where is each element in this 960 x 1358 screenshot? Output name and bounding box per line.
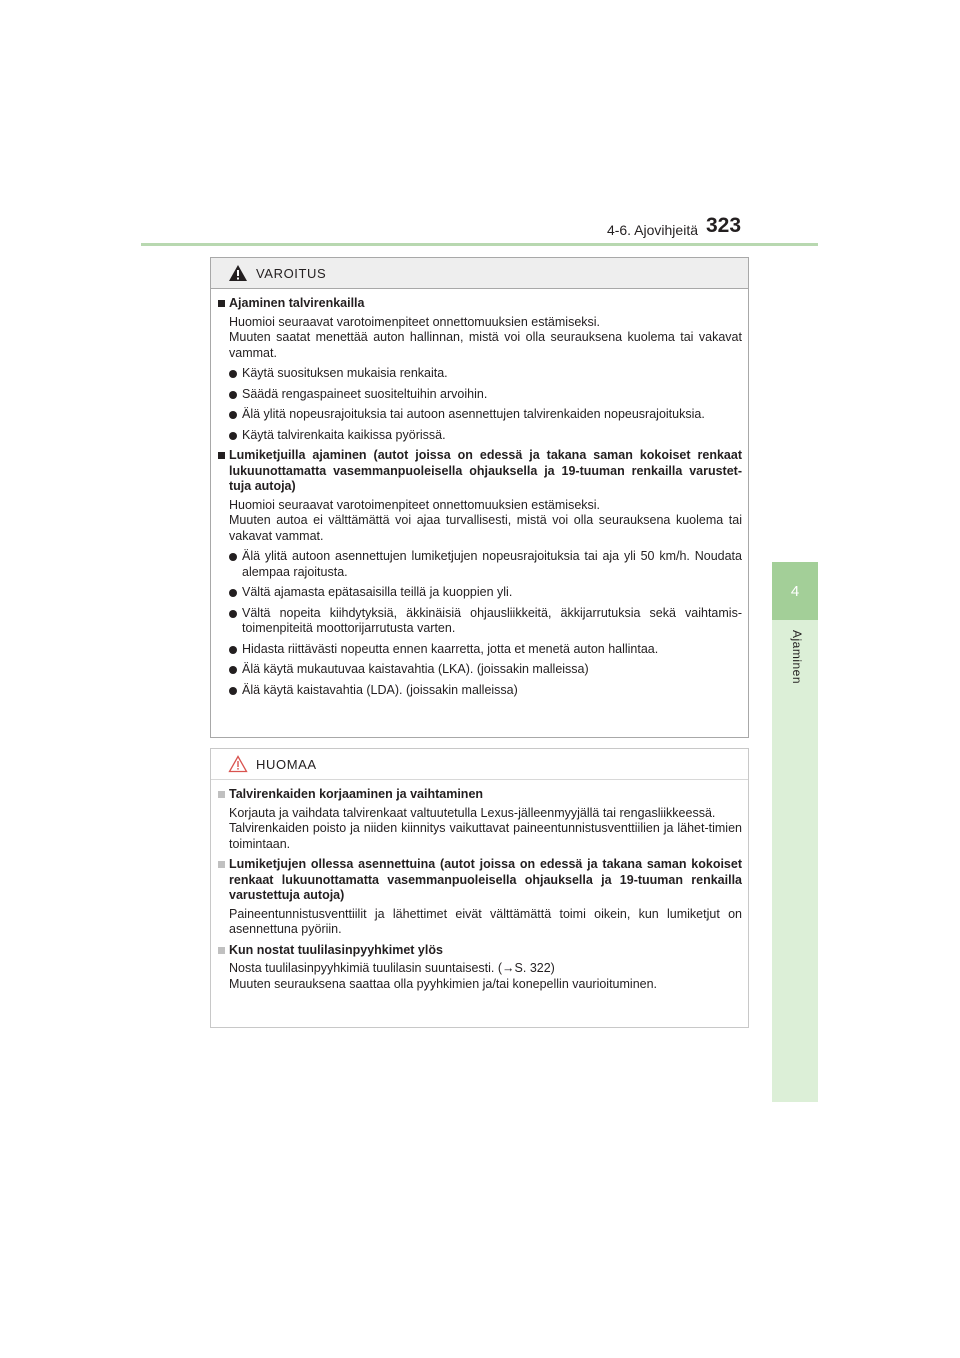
- paragraph: Muuten seurauksena saattaa olla pyyhkimien ja/tai konepellin vaurioituminen.: [229, 976, 658, 991]
- bullet-dot-icon: [229, 610, 237, 618]
- header-rule: [141, 243, 818, 246]
- section-title-text: Talvirenkaiden korjaaminen ja vaihtaminen: [229, 787, 484, 801]
- section-text: [218, 806, 742, 853]
- paragraph: Paineentunnistusventtiilit ja lähettimet eivät välttämättä toimi oikein, kun lumiketjut on asennettuna pyöriin.: [229, 906, 742, 936]
- chapter-tab: [772, 562, 818, 620]
- section-square-icon: [218, 947, 225, 954]
- warning-header: [211, 258, 748, 289]
- bullet-item: [218, 606, 742, 637]
- bullet-text: Älä käytä mukautuvaa kaistavahtia (LKA). (joissakin malleissa): [242, 662, 589, 676]
- bullet-dot-icon: [229, 687, 237, 695]
- chapter-side-bar: [772, 620, 818, 1102]
- warning-body: [211, 289, 748, 698]
- bullet-dot-icon: [229, 553, 237, 561]
- warning-section-title: [218, 296, 742, 312]
- section-square-icon: [218, 791, 225, 798]
- warning-heading: VAROITUS: [256, 265, 327, 281]
- notice-box: [210, 748, 749, 1028]
- bullet-dot-icon: [229, 646, 237, 654]
- bullet-item: [218, 428, 742, 444]
- bullet-item: [218, 642, 742, 658]
- bullet-text: Älä ylitä autoon asennettujen lumiketjujen nopeusrajoituksia tai aja yli 50 km/h. Noudata alempaa rajoitusta.: [242, 549, 742, 579]
- bullet-item: [218, 683, 742, 699]
- bullet-dot-icon: [229, 589, 237, 597]
- paragraph: Muuten saatat menettää auton hallinnan, mistä voi olla seurauksena kuolema tai vakavat vammat.: [229, 330, 742, 360]
- bullet-dot-icon: [229, 370, 237, 378]
- section-title-text: Lumiketjujen ollessa asennettuina (autot joissa on edessä ja takana saman kokoiset renkaat lukuunottamatta vasemmanpuoleisella ohjauksella ja 19-tuuman renkailla varustettuja autoja): [229, 857, 742, 902]
- bullet-dot-icon: [229, 411, 237, 419]
- bullet-text: Älä käytä kaistavahtia (LDA). (joissakin malleissa): [242, 682, 518, 697]
- paragraph: Huomioi seuraavat varotoimenpiteet onnettomuuksien estämiseksi.: [229, 497, 601, 512]
- notice-header: [211, 749, 748, 780]
- chapter-number: 4: [790, 582, 800, 600]
- bullet-item: [218, 366, 742, 382]
- paragraph: Talvirenkaiden poisto ja niiden kiinnitys vaikuttavat paineentunnistusventtiilien ja lähet-timien toimintaan.: [229, 821, 742, 851]
- warning-triangle-icon: [228, 264, 248, 282]
- section-square-icon: [218, 452, 225, 459]
- caution-triangle-icon: [228, 755, 248, 773]
- section-title-text: Ajaminen talvirenkailla: [229, 296, 365, 310]
- header-section-title: 4-6. Ajovihjeitä: [606, 222, 698, 238]
- section-text: [218, 907, 742, 938]
- bullet-text: Vältä ajamasta epätasaisilla teillä ja kuoppien yli.: [242, 585, 513, 599]
- bullet-text: Käytä suosituksen mukaisia renkaita.: [242, 366, 448, 380]
- bullet-dot-icon: [229, 432, 237, 440]
- bullet-item: [218, 407, 742, 423]
- warning-section-title: [218, 448, 742, 495]
- bullet-text: Älä ylitä nopeusrajoituksia tai autoon asennettujen talvirenkaiden nopeusrajoituksia.: [242, 407, 705, 421]
- warning-box: [210, 257, 749, 738]
- section-text: [218, 498, 742, 545]
- section-text: [218, 961, 742, 992]
- bullet-item: [218, 549, 742, 580]
- bullet-item: [218, 662, 742, 678]
- bullet-text: Säädä rengaspaineet suositeltuihin arvoihin.: [242, 386, 488, 401]
- paragraph: Huomioi seuraavat varotoimenpiteet onnettomuuksien estämiseksi.: [229, 314, 601, 329]
- bullet-dot-icon: [229, 666, 237, 674]
- bullet-text: Käytä talvirenkaita kaikissa pyörissä.: [242, 427, 446, 442]
- section-title-text: Lumiketjuilla ajaminen (autot joissa on edessä ja takana saman kokoiset renkaat lukuunottamatta vasemmanpuoleisella ohjauksella ja 19-tuuman renkailla varustet-tuja autoja): [229, 448, 742, 493]
- bullet-dot-icon: [229, 391, 237, 399]
- notice-section-title: [218, 787, 742, 803]
- notice-section-title: [218, 857, 742, 904]
- chapter-label: Ajaminen: [790, 630, 804, 685]
- notice-heading: HUOMAA: [256, 756, 317, 772]
- section-square-icon: [218, 300, 225, 307]
- bullet-item: [218, 585, 742, 601]
- notice-body: [211, 780, 748, 992]
- page-number: 323: [706, 214, 742, 237]
- paragraph: Nosta tuulilasinpyyhkimiä tuulilasin suuntaisesti. (→S. 322): [229, 961, 555, 975]
- notice-section-title: [218, 943, 742, 959]
- paragraph: Korjauta ja vaihdata talvirenkaat valtuutetulla Lexus-jälleenmyyjällä tai rengasliikkeessä.: [229, 805, 716, 820]
- section-title-text: Kun nostat tuulilasinpyyhkimet ylös: [229, 942, 443, 957]
- bullet-text: Hidasta riittävästi nopeutta ennen kaarretta, jotta et menetä auton hallintaa.: [242, 641, 659, 656]
- bullet-item: [218, 387, 742, 403]
- bullet-text: Vältä nopeita kiihdytyksiä, äkkinäisiä ohjausliikkeitä, äkkijarrutuksia sekä vaihtamis-toimenpiteitä moottorijarrutusta varten.: [242, 605, 742, 635]
- section-square-icon: [218, 861, 225, 868]
- paragraph: Muuten autoa ei välttämättä voi ajaa turvallisesti, mistä voi olla seurauksena kuolema tai vakavat vammat.: [229, 513, 742, 543]
- section-text: [218, 315, 742, 362]
